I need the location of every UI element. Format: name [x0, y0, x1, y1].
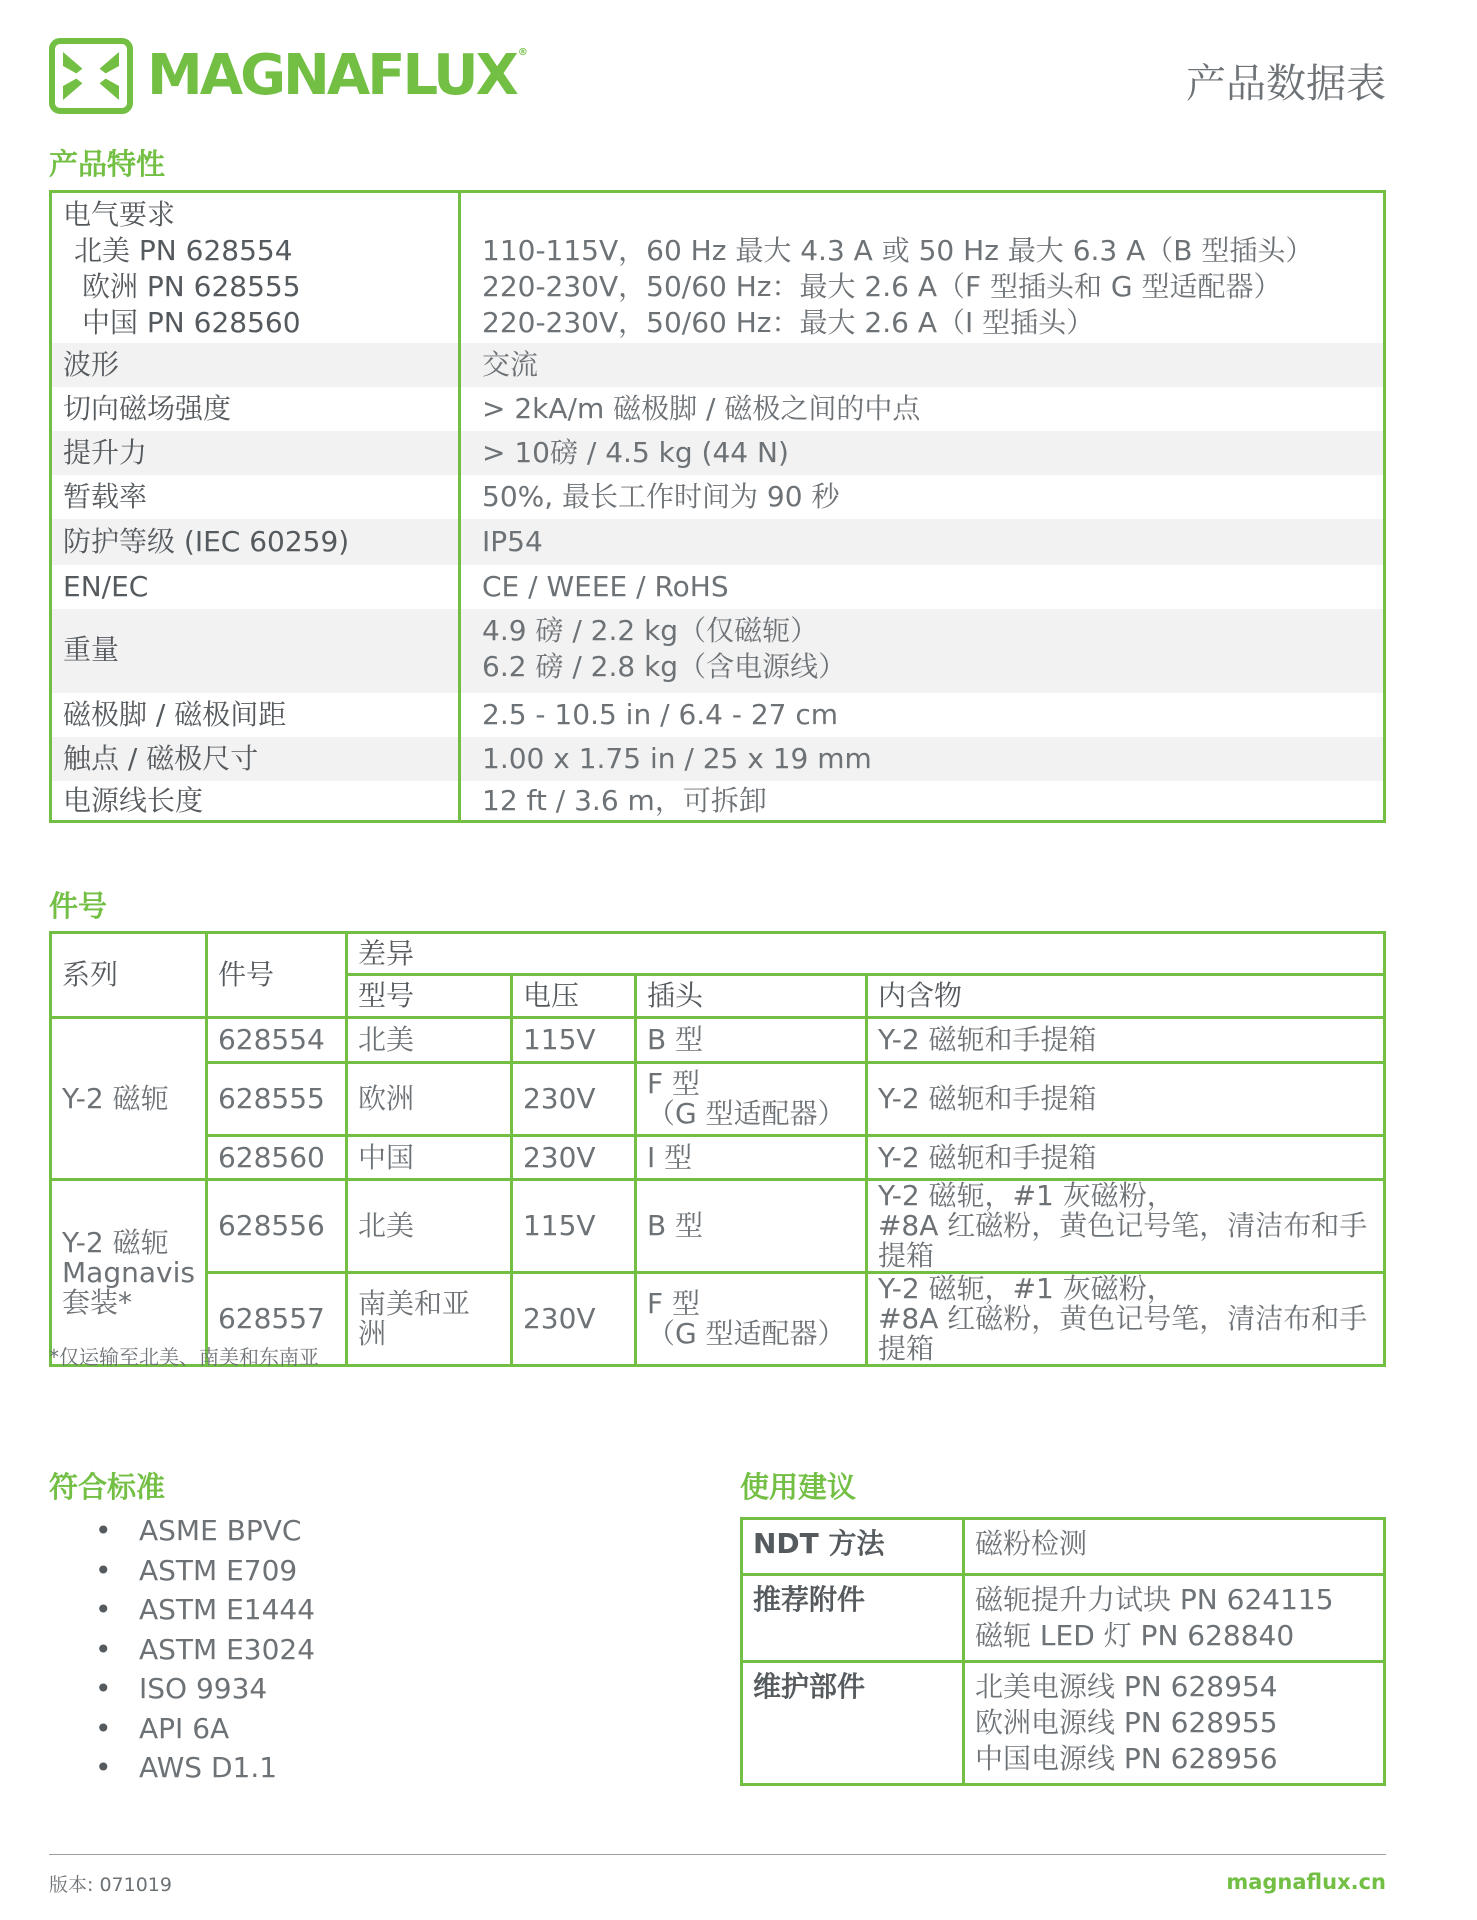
- standards-list: [85, 1511, 315, 1788]
- property-label: 触点 / 磁极尺寸: [63, 742, 259, 775]
- property-value: 50%, 最长工作时间为 90 秒: [482, 480, 840, 513]
- part-number: 628556: [206, 1180, 346, 1273]
- property-label: 切向磁场强度: [63, 392, 232, 425]
- property-value: 交流: [482, 348, 539, 381]
- voltage-cell: 115V: [511, 1018, 635, 1063]
- property-sublabel: 中国 PN 628560: [82, 306, 301, 339]
- property-label: 提升力: [63, 436, 148, 469]
- standards-heading: 符合标准: [49, 1470, 166, 1504]
- property-label: 暂载率: [63, 480, 148, 513]
- series-cell: Y-2 磁轭 Magnavis 套装*: [51, 1180, 207, 1366]
- header-diff: 差异: [346, 933, 1384, 975]
- footer-divider: [49, 1854, 1386, 1855]
- brand-logo: [49, 38, 525, 114]
- series-cell: Y-2 磁轭: [51, 1018, 207, 1180]
- table-row: [742, 1575, 1385, 1662]
- property-row-electrical: [52, 193, 1383, 343]
- list-item: • API 6A: [85, 1709, 315, 1749]
- usage-table: [740, 1517, 1386, 1786]
- voltage-cell: 230V: [511, 1063, 635, 1136]
- table-row: [742, 1662, 1385, 1785]
- property-value: 110-115V，60 Hz 最大 4.3 A 或 50 Hz 最大 6.3 A（B 型插头）: [482, 234, 1314, 267]
- header-model: 型号: [346, 975, 511, 1018]
- header-plug: 插头: [635, 975, 866, 1018]
- property-value: 6.2 磅 / 2.8 kg（含电源线）: [482, 650, 847, 683]
- usage-heading: 使用建议: [740, 1470, 857, 1504]
- property-label: 重量: [63, 633, 120, 666]
- column-divider: [458, 193, 461, 820]
- property-row: [52, 387, 1383, 431]
- property-row: [52, 737, 1383, 781]
- part-number: 628560: [206, 1136, 346, 1180]
- part-number: 628554: [206, 1018, 346, 1063]
- table-row: [742, 1519, 1385, 1575]
- list-item: • ASME BPVC: [85, 1511, 315, 1551]
- plug-cell: I 型: [635, 1136, 866, 1180]
- property-value: 220-230V，50/60 Hz：最大 2.6 A（F 型插头和 G 型适配器）: [482, 270, 1282, 303]
- contents-cell: Y-2 磁轭，#1 灰磁粉， #8A 红磁粉，黄色记号笔，清洁布和手提箱: [866, 1273, 1384, 1366]
- contents-cell: Y-2 磁轭和手提箱: [866, 1063, 1384, 1136]
- property-row: [52, 343, 1383, 387]
- list-item: • ASTM E3024: [85, 1630, 315, 1670]
- contents-cell: Y-2 磁轭和手提箱: [866, 1136, 1384, 1180]
- part-number: 628557: [206, 1273, 346, 1366]
- property-value: > 2kA/m 磁极脚 / 磁极之间的中点: [482, 392, 921, 425]
- property-row: [52, 693, 1383, 737]
- voltage-cell: 230V: [511, 1273, 635, 1366]
- property-label: 电气要求: [63, 198, 176, 231]
- property-value: > 10磅 / 4.5 kg (44 N): [482, 436, 789, 469]
- document-type: 产品数据表: [1186, 61, 1386, 107]
- property-row: [52, 609, 1383, 693]
- magnaflux-logo-icon: [49, 38, 133, 114]
- model-cell: 南美和亚 洲: [346, 1273, 511, 1366]
- version-label: 版本: 071019: [49, 1874, 172, 1896]
- website-link[interactable]: magnaflux.cn: [1226, 1870, 1386, 1894]
- property-value: 4.9 磅 / 2.2 kg（仅磁轭）: [482, 614, 819, 647]
- usage-value: 北美电源线 PN 628954 欧洲电源线 PN 628955 中国电源线 PN 628956: [964, 1662, 1385, 1785]
- model-cell: 北美: [346, 1018, 511, 1063]
- list-item: • ISO 9934: [85, 1669, 315, 1709]
- property-value: 2.5 - 10.5 in / 6.4 - 27 cm: [482, 698, 839, 731]
- usage-key: NDT 方法: [742, 1519, 964, 1575]
- property-row: [52, 781, 1383, 820]
- property-row: [52, 475, 1383, 519]
- list-item: • AWS D1.1: [85, 1748, 315, 1788]
- model-cell: 北美: [346, 1180, 511, 1273]
- table-row: [51, 1136, 1385, 1180]
- plug-cell: B 型: [635, 1018, 866, 1063]
- header-part: 件号: [206, 933, 346, 1018]
- properties-table: [49, 190, 1386, 823]
- property-value: CE / WEEE / RoHS: [482, 570, 729, 603]
- property-label: EN/EC: [63, 570, 149, 603]
- usage-value: 磁粉检测: [964, 1519, 1385, 1575]
- model-cell: 欧洲: [346, 1063, 511, 1136]
- property-label: 磁极脚 / 磁极间距: [63, 698, 287, 731]
- table-row: [51, 1018, 1385, 1063]
- plug-cell: F 型 （G 型适配器）: [635, 1273, 866, 1366]
- model-cell: 中国: [346, 1136, 511, 1180]
- property-value: 1.00 x 1.75 in / 25 x 19 mm: [482, 742, 872, 775]
- table-row: [51, 1180, 1385, 1273]
- property-value: IP54: [482, 525, 543, 558]
- header-series: 系列: [51, 933, 207, 1018]
- plug-cell: B 型: [635, 1180, 866, 1273]
- usage-key: 维护部件: [742, 1662, 964, 1785]
- list-item: • ASTM E709: [85, 1551, 315, 1591]
- usage-value: 磁轭提升力试块 PN 624115 磁轭 LED 灯 PN 628840: [964, 1575, 1385, 1662]
- voltage-cell: 115V: [511, 1180, 635, 1273]
- part-number: 628555: [206, 1063, 346, 1136]
- parts-table: [49, 931, 1386, 1367]
- voltage-cell: 230V: [511, 1136, 635, 1180]
- property-value: 220-230V，50/60 Hz：最大 2.6 A（I 型插头）: [482, 306, 1095, 339]
- property-row: [52, 519, 1383, 565]
- property-label: 电源线长度: [63, 784, 204, 817]
- property-label: 防护等级 (IEC 60259): [63, 525, 350, 558]
- property-sublabel: 欧洲 PN 628555: [82, 270, 301, 303]
- property-row: [52, 431, 1383, 475]
- header-voltage: 电压: [511, 975, 635, 1018]
- usage-key: 推荐附件: [742, 1575, 964, 1662]
- list-item: • ASTM E1444: [85, 1590, 315, 1630]
- header-contents: 内含物: [866, 975, 1384, 1018]
- table-row: [51, 1063, 1385, 1136]
- contents-cell: Y-2 磁轭，#1 灰磁粉， #8A 红磁粉，黄色记号笔，清洁布和手提箱: [866, 1180, 1384, 1273]
- plug-cell: F 型 （G 型适配器）: [635, 1063, 866, 1136]
- footnote: *仅运输至北美、南美和东南亚: [49, 1345, 319, 1369]
- property-value: 12 ft / 3.6 m，可拆卸: [482, 784, 767, 817]
- properties-heading: 产品特性: [49, 147, 166, 181]
- property-label: 波形: [63, 348, 120, 381]
- brand-name: MAGNAFLUX ®: [147, 43, 525, 108]
- property-sublabel: 北美 PN 628554: [74, 234, 293, 267]
- contents-cell: Y-2 磁轭和手提箱: [866, 1018, 1384, 1063]
- parts-heading: 件号: [49, 889, 108, 923]
- property-row: [52, 565, 1383, 609]
